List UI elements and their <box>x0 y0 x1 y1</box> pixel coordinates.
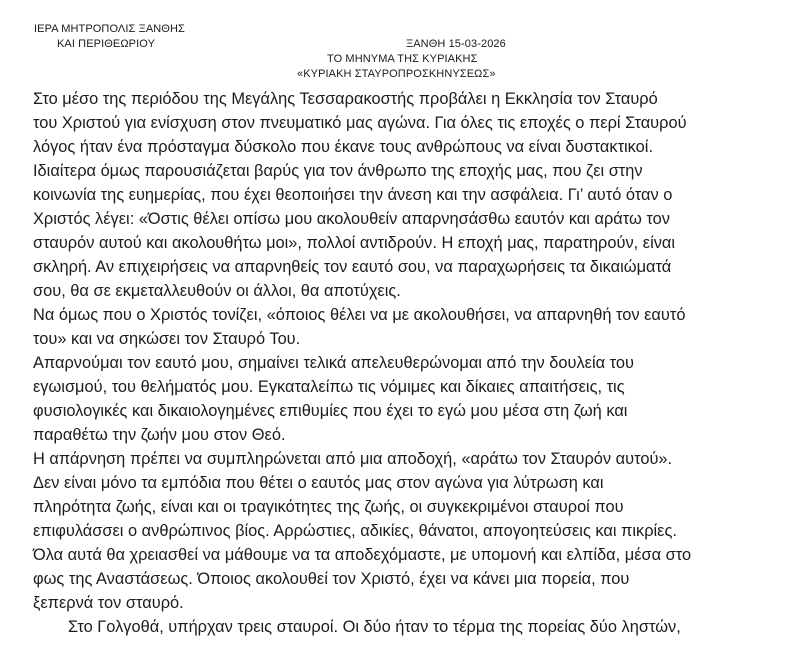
text-line: σταυρόν αυτού και ακολουθήτω μοι», πολλοί αντιδρούν. Η εποχή μας, παρατηρούν, είναι <box>33 234 676 252</box>
text-line: σκληρή. Αν επιχειρήσεις να απαρνηθείς τον εαυτό σου, να παραχωρήσεις τα δικαιώματά <box>33 258 672 276</box>
text-line: Ιδιαίτερα όμως παρουσιάζεται βαρύς για τον άνθρωπο της εποχής μας, που ζει στην <box>33 162 643 180</box>
text-line: εγωισμού, του θελήματός μου. Εγκαταλείπω τις νόμιμες και δίκαιες απαιτήσεις, τις <box>33 378 625 396</box>
text-line: Απαρνούμαι τον εαυτό μου, σημαίνει τελικά απελευθερώνομαι από την δουλεία του <box>33 354 634 372</box>
text-line: πληρότητα ζωής, είναι και οι τραγικότητες της ζωής, οι συγκεκριμένοι σταυροί που <box>33 498 624 516</box>
text-line: Να όμως που ο Χριστός τονίζει, «όποιος θέλει να με ακολουθήσει, να απαρνηθή τον εαυτό <box>33 306 686 324</box>
text-line: Στο μέσο της περιόδου της Μεγάλης Τεσσαρακοστής προβάλει η Εκκλησία τον Σταυρό <box>33 90 658 108</box>
text-line: φυσιολογικές και δικαιολογημένες επιθυμίες που έχει το εγώ μου μέσα στη ζωή και <box>33 402 628 420</box>
message-subtitle: «ΚΥΡΙΑΚΗ ΣΤΑΥΡΟΠΡΟΣΚΗΝΥΣΕΩΣ» <box>297 68 496 80</box>
text-line: λόγος ήταν ένα πρόσταγμα δύσκολο που έκανε τους ανθρώπους να είναι δυστακτικοί. <box>33 138 653 156</box>
text-line: Στο Γολγοθά, υπήρχαν τρεις σταυροί. Οι δύο ήταν το τέρμα της πορείας δύο ληστών, <box>68 618 681 636</box>
text-line: φως της Αναστάσεως. Όποιος ακολουθεί τον Χριστό, έχει να κάνει μια πορεία, που <box>33 570 630 588</box>
document-date: ΞΑΝΘΗ 15-03-2026 <box>406 38 506 50</box>
metropolis-region: ΚΑΙ ΠΕΡΙΘΕΩΡΙΟΥ <box>57 38 156 50</box>
text-line: ξεπερνά τον σταυρό. <box>33 594 184 612</box>
text-line: του» και να σηκώσει τον Σταυρό Του. <box>33 330 301 348</box>
text-line: Χριστός λέγει: «Όστις θέλει οπίσω μου ακολουθείν απαρνησάσθω εαυτόν και αράτω τον <box>33 210 670 228</box>
text-line: Όλα αυτά θα χρειασθεί να μάθουμε να τα αποδεχόμαστε, με υπομονή και ελπίδα, μέσα στο <box>33 546 692 564</box>
document-header <box>0 0 800 90</box>
message-title: ΤΟ ΜΗΝΥΜΑ ΤΗΣ ΚΥΡΙΑΚΗΣ <box>327 53 478 65</box>
text-line: του Χριστού για ενίσχυση στον πνευματικό μας αγώνα. Για όλες τις εποχές ο περί Σταυρού <box>33 114 687 132</box>
text-line: παραθέτω την ζωήν μου στον Θεό. <box>33 426 286 444</box>
text-line: Δεν είναι μόνο τα εμπόδια που θέτει ο εαυτός μας στον αγώνα για λύτρωση και <box>33 474 604 492</box>
text-line: Η απάρνηση πρέπει να συμπληρώνεται από μια αποδοχή, «αράτω τον Σταυρόν αυτού». <box>33 450 673 468</box>
text-line: σου, θα σε εκμεταλλευθούν οι άλλοι, θα αποτύχεις. <box>33 282 401 300</box>
text-line: κοινωνία της ευημερίας, που έχει θεοποιήσει την άνεση και την ασφάλεια. Γι’ αυτό όταν ο <box>33 186 673 204</box>
metropolis-name: ΙΕΡΑ ΜΗΤΡΟΠΟΛΙΣ ΞΑΝΘΗΣ <box>34 23 185 35</box>
text-line: επιφυλάσσει ο ανθρώπινος βίος. Αρρώστιες, αδικίες, θάνατοι, απογοητεύσεις και πικρίες. <box>33 522 677 540</box>
